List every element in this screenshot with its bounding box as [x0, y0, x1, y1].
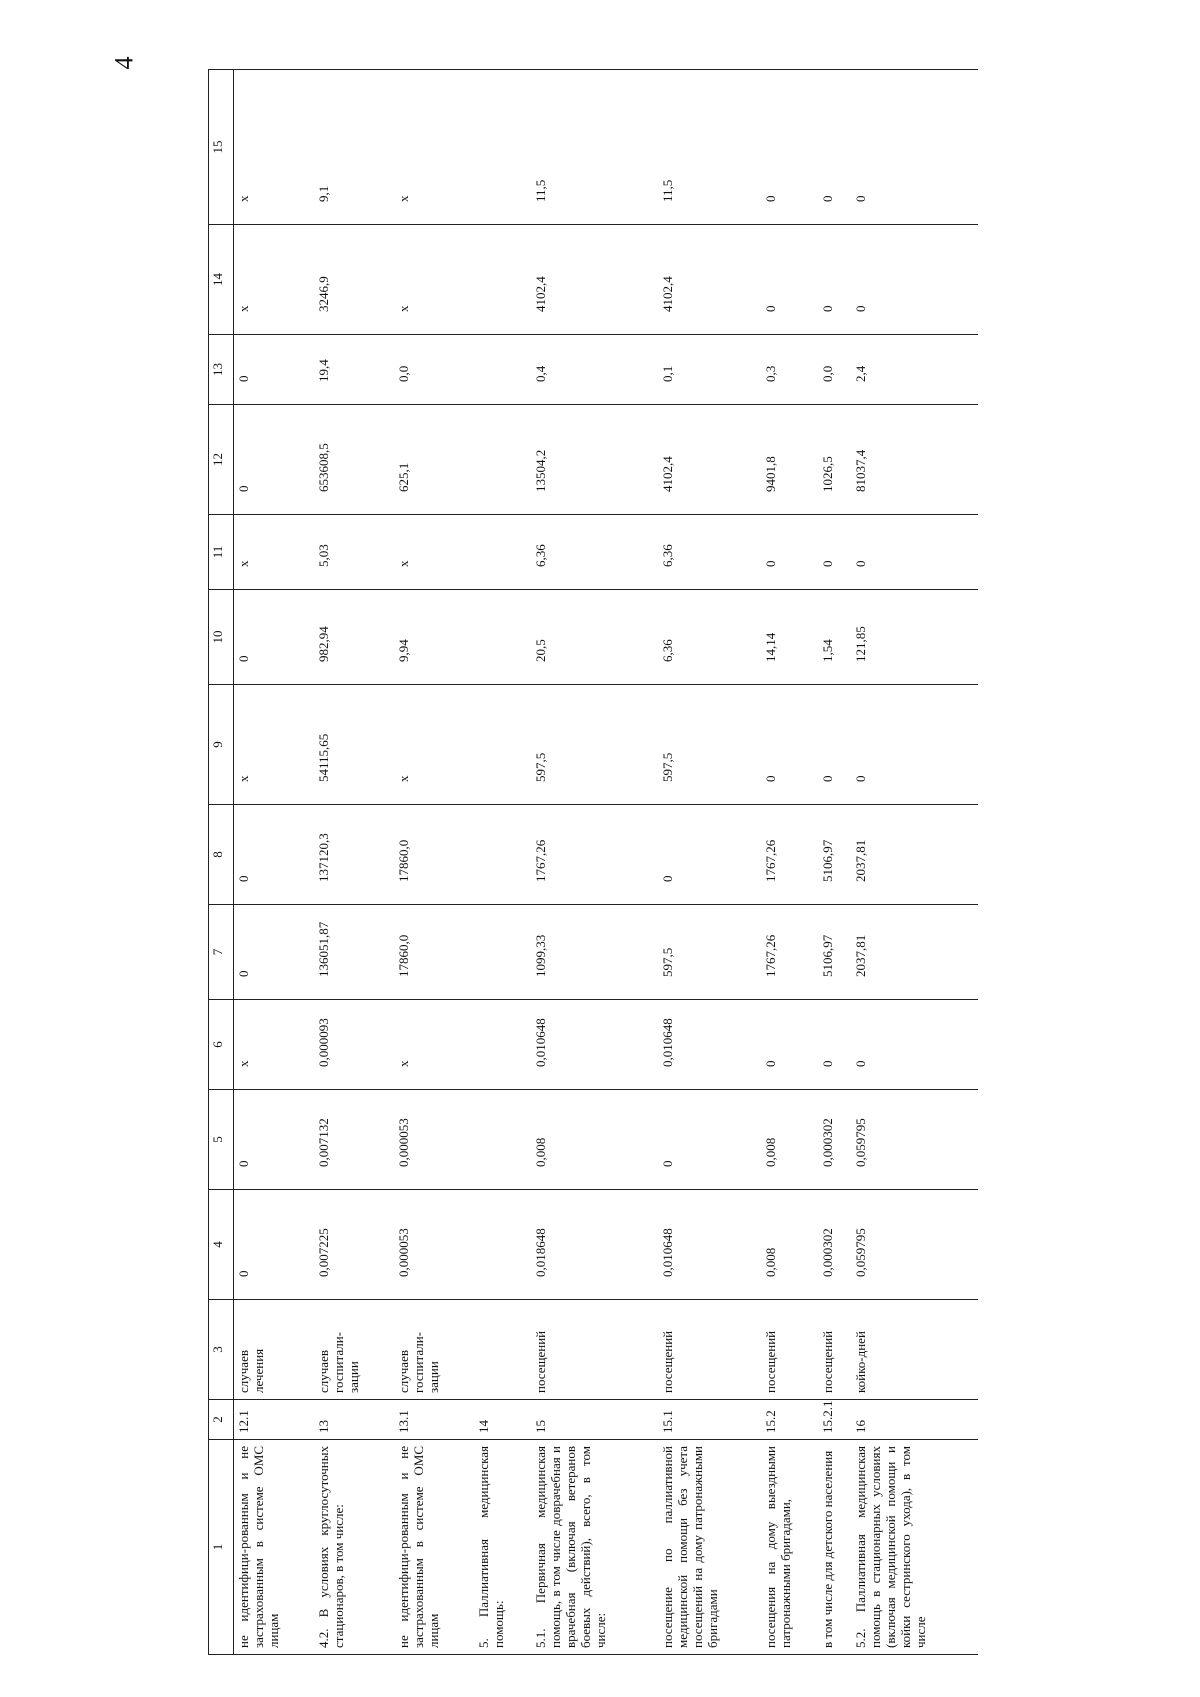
value-cell: 5106,97	[818, 905, 851, 1000]
value-cell: 0	[234, 905, 315, 1000]
table-row	[851, 70, 978, 1655]
page-number: 4	[109, 56, 139, 70]
value-cell: x	[394, 1000, 474, 1090]
value-cell: 121,85	[851, 590, 978, 685]
value-cell: 982,94	[314, 590, 394, 685]
value-cell: 6,36	[658, 515, 762, 590]
row-code-cell: 15.2.1	[818, 1400, 851, 1440]
value-cell: x	[234, 515, 315, 590]
value-cell: 0,059795	[851, 1190, 978, 1300]
value-cell: 625,1	[394, 405, 474, 515]
value-cell: 0	[818, 515, 851, 590]
value-cell: 0	[234, 1090, 315, 1190]
row-name-cell: 5.1. Первичная медицинская помощь, в том числе доврачебная и врачебная (включая ветеранов боевых действий), всего, в том числе:	[531, 1440, 658, 1655]
column-number-row	[209, 70, 234, 1655]
value-cell: 0	[761, 515, 817, 590]
table-row	[314, 70, 394, 1655]
value-cell	[474, 1190, 530, 1300]
row-code-cell: 13	[314, 1400, 394, 1440]
value-cell: 9,1	[314, 70, 394, 225]
value-cell: x	[234, 1000, 315, 1090]
value-cell: 0,007225	[314, 1190, 394, 1300]
row-unit-cell: посещений	[818, 1300, 851, 1400]
column-header: 12	[209, 405, 234, 515]
value-cell: x	[394, 225, 474, 335]
value-cell: 0,000053	[394, 1190, 474, 1300]
value-cell: x	[394, 685, 474, 805]
column-header: 14	[209, 225, 234, 335]
row-code-cell: 13.1	[394, 1400, 474, 1440]
value-cell: 0	[818, 685, 851, 805]
document-table-container	[208, 70, 978, 1655]
value-cell: 0	[818, 1000, 851, 1090]
table-row	[394, 70, 474, 1655]
row-name-cell: не идентифици-рованным и не застрахованным в системе ОМС лицам	[394, 1440, 474, 1655]
value-cell: 4102,4	[658, 405, 762, 515]
value-cell: 6,36	[658, 590, 762, 685]
value-cell: 0	[234, 1190, 315, 1300]
column-header: 4	[209, 1190, 234, 1300]
table-row	[761, 70, 817, 1655]
table-row	[531, 70, 658, 1655]
value-cell: 0,008	[761, 1090, 817, 1190]
column-header: 7	[209, 905, 234, 1000]
column-header: 2	[209, 1400, 234, 1440]
value-cell: 6,36	[531, 515, 658, 590]
value-cell: 17860,0	[394, 905, 474, 1000]
row-unit-cell: посещений	[761, 1300, 817, 1400]
value-cell: 0,1	[658, 335, 762, 405]
column-header: 15	[209, 70, 234, 225]
value-cell: 0,000093	[314, 1000, 394, 1090]
value-cell	[474, 225, 530, 335]
row-unit-cell: посещений	[658, 1300, 762, 1400]
value-cell: 0	[761, 1000, 817, 1090]
value-cell: 0,008	[761, 1190, 817, 1300]
value-cell: 0	[761, 685, 817, 805]
table-row	[818, 70, 851, 1655]
table-body	[234, 70, 979, 1655]
value-cell: 20,5	[531, 590, 658, 685]
value-cell: 2,4	[851, 335, 978, 405]
row-name-cell: в том числе для детского населения	[818, 1440, 851, 1655]
column-header: 13	[209, 335, 234, 405]
value-cell: 136051,87	[314, 905, 394, 1000]
value-cell: 0	[851, 1000, 978, 1090]
column-header: 10	[209, 590, 234, 685]
column-header: 5	[209, 1090, 234, 1190]
row-code-cell: 15.1	[658, 1400, 762, 1440]
value-cell: 0	[761, 225, 817, 335]
value-cell: 1026,5	[818, 405, 851, 515]
value-cell: 1767,26	[761, 805, 817, 905]
row-name-cell: 4.2. В условиях круглосуточных стационаров, в том числе:	[314, 1440, 394, 1655]
value-cell: 17860,0	[394, 805, 474, 905]
value-cell	[474, 905, 530, 1000]
value-cell: 13504,2	[531, 405, 658, 515]
value-cell: 0	[234, 805, 315, 905]
value-cell	[474, 515, 530, 590]
value-cell: 0,018648	[531, 1190, 658, 1300]
value-cell: 0	[761, 70, 817, 225]
table-row	[234, 70, 315, 1655]
table-row	[658, 70, 762, 1655]
row-name-cell: посещение по паллиативной медицинской помощи без учета посещений на дому патронажными бригадами	[658, 1440, 762, 1655]
row-unit-cell	[474, 1300, 530, 1400]
row-code-cell: 15.2	[761, 1400, 817, 1440]
value-cell: 54115,65	[314, 685, 394, 805]
value-cell: 81037,4	[851, 405, 978, 515]
value-cell: x	[394, 70, 474, 225]
value-cell: 2037,81	[851, 905, 978, 1000]
value-cell: 2037,81	[851, 805, 978, 905]
column-header: 8	[209, 805, 234, 905]
value-cell: 0,008	[531, 1090, 658, 1190]
row-unit-cell: случаев госпитали-зации	[394, 1300, 474, 1400]
value-cell	[474, 70, 530, 225]
value-cell: 1,54	[818, 590, 851, 685]
value-cell: 1767,26	[761, 905, 817, 1000]
value-cell: 19,4	[314, 335, 394, 405]
value-cell: 1767,26	[531, 805, 658, 905]
value-cell	[474, 405, 530, 515]
value-cell: 653608,5	[314, 405, 394, 515]
value-cell: x	[234, 225, 315, 335]
value-cell: 0,3	[761, 335, 817, 405]
value-cell	[474, 590, 530, 685]
row-code-cell: 16	[851, 1400, 978, 1440]
value-cell: 5,03	[314, 515, 394, 590]
value-cell: 9,94	[394, 590, 474, 685]
value-cell: 0,010648	[531, 1000, 658, 1090]
value-cell: 5106,97	[818, 805, 851, 905]
column-header: 3	[209, 1300, 234, 1400]
value-cell: 9401,8	[761, 405, 817, 515]
column-header: 9	[209, 685, 234, 805]
value-cell: 4102,4	[531, 225, 658, 335]
column-header: 11	[209, 515, 234, 590]
value-cell: 0,010648	[658, 1190, 762, 1300]
value-cell: 0,007132	[314, 1090, 394, 1190]
value-cell: 0,000302	[818, 1090, 851, 1190]
row-name-cell: 5. Паллиативная медицинская помощь:	[474, 1440, 530, 1655]
value-cell: 0	[234, 405, 315, 515]
row-unit-cell: посещений	[531, 1300, 658, 1400]
value-cell: 0	[851, 225, 978, 335]
value-cell: 11,5	[531, 70, 658, 225]
row-unit-cell: койко-дней	[851, 1300, 978, 1400]
value-cell: 0	[234, 590, 315, 685]
value-cell: 0	[658, 1090, 762, 1190]
value-cell: 0,0	[818, 335, 851, 405]
value-cell: 0	[818, 70, 851, 225]
value-cell: x	[394, 515, 474, 590]
value-cell: 0	[658, 805, 762, 905]
value-cell: 0,0	[394, 335, 474, 405]
value-cell	[474, 685, 530, 805]
row-code-cell: 12.1	[234, 1400, 315, 1440]
value-cell: 0,000302	[818, 1190, 851, 1300]
value-cell: 0,4	[531, 335, 658, 405]
financing-table	[208, 69, 978, 1655]
value-cell: x	[234, 685, 315, 805]
value-cell: 0	[851, 685, 978, 805]
value-cell: 3246,9	[314, 225, 394, 335]
value-cell: 0	[818, 225, 851, 335]
value-cell: 0,010648	[658, 1000, 762, 1090]
row-unit-cell: случаев госпитали-зации	[314, 1300, 394, 1400]
value-cell	[474, 335, 530, 405]
row-name-cell: не идентифици-рованным и не застрахованным в системе ОМС лицам	[234, 1440, 315, 1655]
value-cell	[474, 805, 530, 905]
value-cell: 0	[234, 335, 315, 405]
value-cell: 0,059795	[851, 1090, 978, 1190]
value-cell: 4102,4	[658, 225, 762, 335]
value-cell: 0,000053	[394, 1090, 474, 1190]
value-cell: 597,5	[531, 685, 658, 805]
value-cell: 0	[851, 70, 978, 225]
value-cell: x	[234, 70, 315, 225]
column-header: 1	[209, 1440, 234, 1655]
value-cell: 137120,3	[314, 805, 394, 905]
value-cell	[474, 1000, 530, 1090]
row-code-cell: 15	[531, 1400, 658, 1440]
value-cell: 597,5	[658, 905, 762, 1000]
value-cell: 14,14	[761, 590, 817, 685]
value-cell	[474, 1090, 530, 1190]
value-cell: 11,5	[658, 70, 762, 225]
row-code-cell: 14	[474, 1400, 530, 1440]
column-header: 6	[209, 1000, 234, 1090]
value-cell: 1099,33	[531, 905, 658, 1000]
value-cell: 597,5	[658, 685, 762, 805]
row-unit-cell: случаев лечения	[234, 1300, 315, 1400]
row-name-cell: посещения на дому выездными патронажными бригадами,	[761, 1440, 817, 1655]
table-row	[474, 70, 530, 1655]
value-cell: 0	[851, 515, 978, 590]
row-name-cell: 5.2. Паллиативная медицинская помощь в стационарных условиях (включая медицинской помощи и койки сестринского ухода), в том числе	[851, 1440, 978, 1655]
